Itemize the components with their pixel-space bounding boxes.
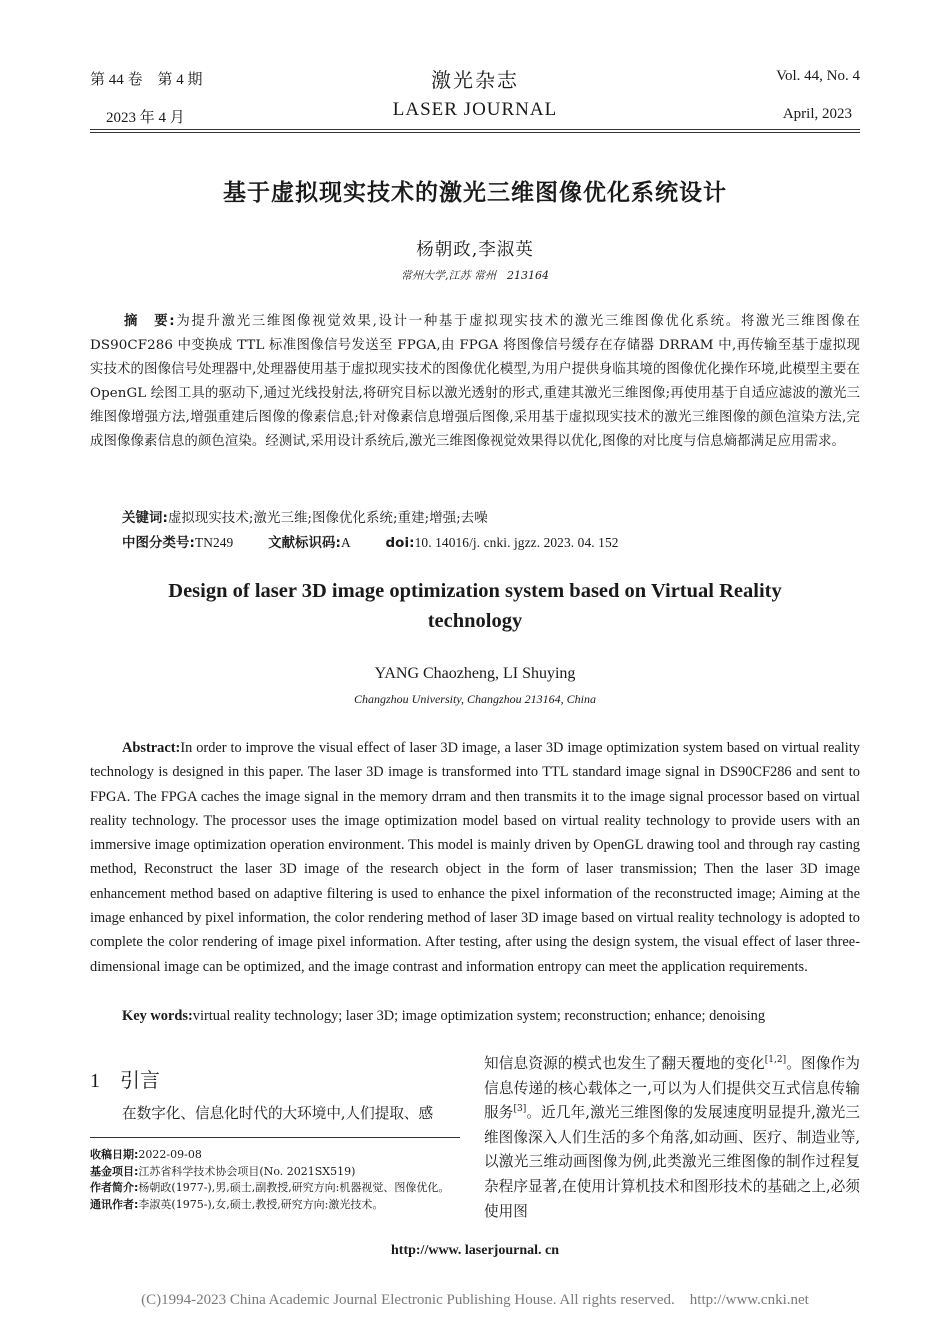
right-text-3: 。近几年,激光三维图像的发展速度明显提升,激光三维图像深入人们生活的多个角落,如动画、医疗、制造业等,以激光三维动画图像为例,此类激光三维图像的制作过程复杂程序显著,在使用计算机技术和图形技术的基础之上,必须使用图: [484, 1104, 860, 1220]
section1-number: 1: [90, 1070, 100, 1092]
footnote-rule: [90, 1137, 460, 1138]
keywords-cn: [122, 507, 860, 531]
abstract-en: [90, 736, 860, 979]
paper-title-en-line2: technology: [427, 610, 523, 632]
keywords-en-text: virtual reality technology; laser 3D; image optimization system; reconstruction; enhance; denoising: [192, 1008, 766, 1024]
affiliation-cn: 常州大学,江苏 常州 213164: [401, 269, 549, 282]
doc-code-value: A: [341, 535, 351, 550]
section1-title: 引言: [120, 1068, 160, 1092]
author-label: 作者简介:: [90, 1181, 139, 1194]
authors-en: YANG Chaozheng, LI Shuying: [374, 665, 576, 682]
right-text-2: 。图像作为信息传递的核心载体之一,可以为人们提供交互式信息传输服务: [484, 1055, 860, 1122]
right-text-1: 知信息资源的模式也发生了翻天覆地的变化: [484, 1055, 765, 1072]
keywords-en: [90, 1004, 860, 1028]
doi-label: doi:: [385, 536, 415, 551]
corresp-text: 李淑英(1975-),女,硕士,教授,研究方向:激光技术。: [138, 1197, 384, 1211]
abstract-en-text: In order to improve the visual effect of laser 3D image, a laser 3D image optimization system based on virtual reality technology is designed in this paper. The laser 3D image is transformed into TTL standard image signal in DS90CF286 and sent to FPGA. The FPGA caches the image signal in the memory drram and then transmits it to the image signal processor based on virtual reality technology. The processor uses the image optimization model based on virtual reality technology to provide users with an immersive image optimization operation environment. This model is mainly driven by OpenGL drawing tool and through ray casting method, Reconstruct the laser 3D image of the research object in the form of laser transmission; Then the laser 3D image enhancement method based on adaptive filtering is used to enhance the pixel information of the reconstructed image; Aiming at the image enhanced by pixel information, the color rendering method of laser 3D image based on virtual reality technology is adopted to complete the color rendering of image pixel information. After testing, after using the design system, the visual effect of laser three-dimensional image can be optimized, and the image contrast and information entropy can meet the application requirements.: [90, 740, 860, 975]
clc-value: TN249: [194, 535, 234, 550]
abstract-cn-text: 为提升激光三维图像视觉效果,设计一种基于虚拟现实技术的激光三维图像优化系统。将激光三维图像在 DS90CF286 中变换成 TTL 标准图像信号发送至 FPGA,由 FPGA 将图像信号缓存在存储器 DRRAM 中,再传输至基于虚拟现实技术的图像信号处理器中,处理器使用基于虚拟现实技术的图像优化模型,为用户提供身临其境的图像优化操作环境,此模型主要在 OpenGL 绘图工具的驱动下,通过光线投射法,将研究目标以激光透射的形式,重建其激光三维图像;再使用基于自适应滤波的激光三维图像增强方法,增强重建后图像的像素信息;针对像素信息增强后图像,采用基于虚拟现实技术的激光三维图像的颜色渲染方法,完成图像像素信息的颜色渲染。经测试,采用设计系统后,激光三维图像视觉效果得以优化,图像的对比度与信息熵都满足应用需求。: [90, 314, 860, 450]
footnote-received: [90, 1147, 460, 1164]
section1-right-text: [484, 1052, 860, 1224]
paper-title-cn: 基于虚拟现实技术的激光三维图像优化系统设计: [223, 180, 727, 206]
citation-1-2: [1,2]: [764, 1055, 787, 1066]
corresp-label: 通讯作者:: [90, 1197, 139, 1211]
received-label: 收稿日期:: [90, 1148, 139, 1161]
footnote-author: [90, 1180, 460, 1197]
footnotes: [90, 1147, 460, 1213]
doi-value: 10. 14016/j. cnki. jgzz. 2023. 04. 152: [414, 535, 619, 550]
keywords-cn-label: 关键词:: [122, 511, 168, 526]
header-journal-en: LASER JOURNAL: [392, 99, 558, 120]
abstract-cn: [90, 310, 860, 455]
authors-cn: 杨朝政,李淑英: [416, 240, 534, 260]
affiliation-en: Changzhou University, Changzhou 213164, China: [353, 692, 596, 706]
keywords-en-label: Key words:: [122, 1008, 193, 1024]
doc-code-label: 文献标识码:: [268, 536, 341, 551]
author-text: 杨朝政(1977-),男,硕士,副教授,研究方向:机器视觉、图像优化。: [138, 1181, 450, 1194]
fund-text: 江苏省科学技术协会项目(No. 2021SX519): [138, 1164, 356, 1178]
section1-left-text: 在数字化、信息化时代的大环境中,人们提取、感: [122, 1105, 434, 1122]
header-date-en: April, 2023: [782, 106, 852, 122]
paper-title-en-line1: Design of laser 3D image optimization system based on Virtual Reality: [168, 580, 782, 602]
keywords-cn-text: 虚拟现实技术;激光三维;图像优化系统;重建;增强;去噪: [167, 511, 488, 526]
classification-line: [122, 531, 860, 556]
fund-label: 基金项目:: [90, 1164, 139, 1178]
header-volume-issue-en: Vol. 44, No. 4: [776, 68, 860, 84]
abstract-en-label: Abstract:: [122, 740, 181, 756]
footnote-fund: [90, 1164, 460, 1181]
citation-3: [3]: [513, 1104, 527, 1115]
header-volume-issue-cn: 第 44 卷 第 4 期: [90, 72, 203, 88]
section1-heading: [90, 1064, 460, 1093]
copyright-line: (C)1994-2023 China Academic Journal Electronic Publishing House. All rights reserved. http://www.cnki.net: [141, 1292, 809, 1308]
footer-url: http://www. laserjournal. cn: [391, 1243, 559, 1258]
footnote-corresponding: [90, 1197, 460, 1214]
clc-label: 中图分类号:: [122, 536, 195, 551]
header-date-cn: 2023 年 4 月: [106, 110, 185, 126]
abstract-cn-label: 摘 要:: [124, 314, 175, 329]
header-journal-cn: 激光杂志: [431, 68, 519, 92]
received-date: 2022-09-08: [138, 1148, 202, 1161]
header-rule: [90, 129, 860, 133]
